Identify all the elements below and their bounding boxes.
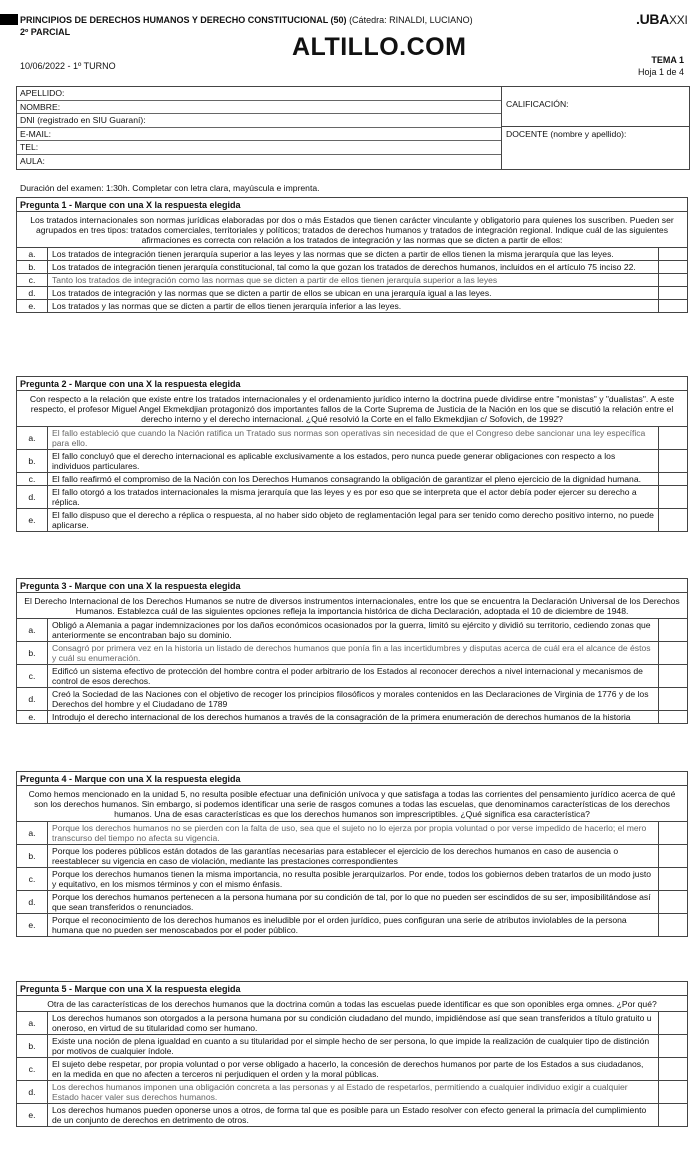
- answer-checkbox[interactable]: [659, 822, 687, 844]
- question-2: [16, 376, 688, 532]
- option-text: Los tratados y las normas que se dicten a partir de ellos tienen jerarquía inferior a las leyes.: [48, 300, 659, 312]
- tema-label: TEMA 1: [651, 55, 684, 65]
- answer-checkbox[interactable]: [659, 688, 687, 710]
- option-text: Edificó un sistema efectivo de protección del hombre contra el poder arbitrario de los Estados al reconocer derechos a nivel internacional y mecanismos de control de esos derechos.: [48, 665, 659, 687]
- option-row: [17, 1035, 687, 1058]
- answer-checkbox[interactable]: [659, 642, 687, 664]
- field-docente[interactable]: DOCENTE (nombre y apellido):: [506, 129, 627, 139]
- answer-checkbox[interactable]: [659, 287, 687, 299]
- field-dni[interactable]: DNI (registrado en SIU Guaraní):: [17, 114, 501, 128]
- answer-checkbox[interactable]: [659, 427, 687, 449]
- answer-checkbox[interactable]: [659, 1012, 687, 1034]
- option-letter: d.: [17, 486, 48, 508]
- question-3: [16, 578, 688, 724]
- student-fields: [17, 87, 502, 169]
- question-title: Pregunta 3 - Marque con una X la respuesta elegida: [17, 579, 687, 593]
- option-text: Los tratados de integración y las normas que se dicten a partir de ellos se ubican en una jerarquía igual a las leyes.: [48, 287, 659, 299]
- option-row: [17, 822, 687, 845]
- redaction-bar: [0, 14, 18, 25]
- option-text: Introdujo el derecho internacional de los derechos humanos a través de la consagración de la primera enumeración de derechos humanos de la historia: [48, 711, 659, 723]
- option-row: [17, 665, 687, 688]
- option-row: [17, 287, 687, 300]
- uba-logo: [636, 11, 687, 27]
- field-email[interactable]: E-MAIL:: [17, 128, 501, 142]
- question-title: Pregunta 4 - Marque con una X la respuesta elegida: [17, 772, 687, 786]
- option-letter: a.: [17, 427, 48, 449]
- option-row: [17, 891, 687, 914]
- option-row: [17, 450, 687, 473]
- option-text: Los derechos humanos imponen una obligación concreta a las personas y al Estado de respetarlos, permitiendo a cualquier individuo exigir a cualquier Estado hacer valer sus derechos humanos.: [48, 1081, 659, 1103]
- answer-checkbox[interactable]: [659, 486, 687, 508]
- option-letter: d.: [17, 1081, 48, 1103]
- option-text: Los tratados de integración tienen jerarquía superior a las leyes y las normas que se dicten a partir de ellos tienen la misma jerarquía que las leyes.: [48, 248, 659, 260]
- option-row: [17, 619, 687, 642]
- option-text: El fallo concluyó que el derecho internacional es aplicable exclusivamente a los estados, pero nunca puede generar obligaciones con respecto a los individuos particulares.: [48, 450, 659, 472]
- answer-checkbox[interactable]: [659, 711, 687, 723]
- answer-checkbox[interactable]: [659, 274, 687, 286]
- option-row: [17, 1081, 687, 1104]
- answer-checkbox[interactable]: [659, 450, 687, 472]
- field-nombre[interactable]: NOMBRE:: [17, 101, 501, 115]
- option-row: [17, 473, 687, 486]
- exam-date: 10/06/2022 - 1º TURNO: [20, 61, 116, 71]
- answer-checkbox[interactable]: [659, 1035, 687, 1057]
- field-tel[interactable]: TEL:: [17, 141, 501, 155]
- option-letter: a.: [17, 619, 48, 641]
- option-text: Consagró por primera vez en la historia un listado de derechos humanos que ponía fin a las incertidumbres y disputas acerca de cuál era el alcance de éstos y cuál su enumeración.: [48, 642, 659, 664]
- option-text: El fallo dispuso que el derecho a réplica o respuesta, al no haber sido objeto de reglamentación legal para ser tenido como derecho positivo interno, no puede aplicarse.: [48, 509, 659, 531]
- field-calificacion[interactable]: CALIFICACIÓN:: [502, 87, 689, 127]
- option-text: El fallo estableció que cuando la Nación ratifica un Tratado sus normas son operativas sin necesidad de que el Congreso debe sancionar una ley específica para ello.: [48, 427, 659, 449]
- option-text: El fallo otorgó a los tratados internacionales la misma jerarquía que las leyes y es por eso que se interpreta que el actor debía poder ejercer su derecho a réplica.: [48, 486, 659, 508]
- watermark-title: ALTILLO.COM: [292, 33, 467, 61]
- option-text: Los tratados de integración tienen jerarquía constitucional, tal como la que gozan los tratados de derechos humanos, incluidos en el artículo 75 inciso 22.: [48, 261, 659, 273]
- option-letter: b.: [17, 642, 48, 664]
- question-title: Pregunta 1 - Marque con una X la respuesta elegida: [17, 198, 687, 212]
- logo-text: .UBA: [636, 11, 670, 27]
- answer-checkbox[interactable]: [659, 300, 687, 312]
- option-row: [17, 1058, 687, 1081]
- page-header: [0, 0, 700, 86]
- question-stem: Los tratados internacionales son normas jurídicas elaboradas por dos o más Estados que tienen carácter vinculante y obligatorio para quienes los suscriben. Pueden ser agrupados en tres tipos: tratados comerciales, territoriales y políticos; tratados de derechos humanos y tratados de integración regional. Indique cuál de las siguientes afirmaciones es correcta con relación a los tratados de integración y las normas que se dicten a partir de ellos:: [17, 212, 687, 248]
- option-row: [17, 300, 687, 312]
- option-row: [17, 486, 687, 509]
- option-letter: c.: [17, 665, 48, 687]
- option-row: [17, 711, 687, 723]
- question-4: [16, 771, 688, 937]
- question-stem: El Derecho Internacional de los Derechos Humanos se nutre de diversos instrumentos internacionales, entre los que se encuentra la Declaración Universal de los Derechos Humanos. Establezca cuál de las siguientes opciones refleja la importancia histórica de dicha Declaración, adoptada el 10 de diciembre de 1948.: [17, 593, 687, 619]
- logo-suffix: XXI: [669, 13, 688, 27]
- option-row: [17, 845, 687, 868]
- option-text: Los derechos humanos son otorgados a la persona humana por su condición ciudadano del mundo, impidiéndose así que sean transferidos a título gratuito u oneroso, en virtud de su titularidad como ser humano.: [48, 1012, 659, 1034]
- option-letter: e.: [17, 300, 48, 312]
- answer-checkbox[interactable]: [659, 1081, 687, 1103]
- option-letter: a.: [17, 822, 48, 844]
- option-row: [17, 261, 687, 274]
- exam-type: 2º PARCIAL: [20, 27, 71, 37]
- question-stem: Otra de las características de los derechos humanos que la doctrina común a todas las escuelas puede identificar es que son oponibles erga omnes. ¿Por qué?: [17, 996, 687, 1012]
- option-letter: e.: [17, 914, 48, 936]
- option-letter: d.: [17, 287, 48, 299]
- option-letter: b.: [17, 1035, 48, 1057]
- option-letter: b.: [17, 845, 48, 867]
- field-apellido[interactable]: APELLIDO:: [17, 87, 501, 101]
- option-text: Porque los derechos humanos pertenecen a la persona humana por su condición de tal, por lo que no pueden ser escindidos de su ser, imposibilitándose así que sean transferidos o renunciados.: [48, 891, 659, 913]
- catedra: (Cátedra: RINALDI, LUCIANO): [349, 15, 473, 25]
- option-text: Los derechos humanos pueden oponerse unos a otros, de forma tal que es posible para un Estado resolver con efecto general la primacía del cumplimiento de un conjunto de derechos en detrimento de otros.: [48, 1104, 659, 1126]
- option-text: Tanto los tratados de integración como las normas que se dicten a partir de ellos tienen jerarquía superior a las leyes: [48, 274, 659, 286]
- answer-checkbox[interactable]: [659, 509, 687, 531]
- option-row: [17, 1104, 687, 1126]
- option-letter: c.: [17, 473, 48, 485]
- field-aula[interactable]: AULA:: [20, 155, 45, 166]
- answer-checkbox[interactable]: [659, 891, 687, 913]
- question-title: Pregunta 2 - Marque con una X la respuesta elegida: [17, 377, 687, 391]
- course-name: PRINCIPIOS DE DERECHOS HUMANOS Y DERECHO CONSTITUCIONAL (50): [20, 15, 347, 25]
- student-id-form: [16, 86, 690, 170]
- answer-checkbox[interactable]: [659, 248, 687, 260]
- answer-checkbox[interactable]: [659, 1104, 687, 1126]
- option-letter: b.: [17, 450, 48, 472]
- tema-block: [638, 54, 684, 78]
- course-title: [20, 15, 473, 26]
- option-row: [17, 868, 687, 891]
- answer-checkbox[interactable]: [659, 261, 687, 273]
- answer-checkbox[interactable]: [659, 1058, 687, 1080]
- exam-instructions: Duración del examen: 1:30h. Completar con letra clara, mayúscula e imprenta.: [20, 183, 320, 193]
- option-letter: c.: [17, 274, 48, 286]
- option-text: Existe una noción de plena igualdad en cuanto a su titularidad por el simple hecho de ser persona, lo que impide la realización de cualquier tipo de distinción por motivos de cualquier índole.: [48, 1035, 659, 1057]
- option-text: El fallo reafirmó el compromiso de la Nación con los Derechos Humanos consagrando la obligación de garantizar el pleno ejercicio de la dignidad humana.: [48, 473, 659, 485]
- option-letter: e.: [17, 1104, 48, 1126]
- question-1: [16, 197, 688, 313]
- option-text: Porque los derechos humanos tienen la misma importancia, no resulta posible jerarquizarlos. Por ende, todos los gobiernos deben tratarlos de un modo justo y equitativo, en los mismos términos y con el mismo énfasis.: [48, 868, 659, 890]
- question-stem: Como hemos mencionado en la unidad 5, no resulta posible efectuar una definición unívoca y que satisfaga a todas las corrientes del pensamiento jurídico acerca de qué son los derechos humanos. Sin embargo, si podemos identificar una serie de rasgos comunes a todas las escuelas, que denominamos características de los derechos humanos. Una de esas características es que los derechos humanos son imprescriptibles. ¿Qué significa esa característica?: [17, 786, 687, 822]
- option-row: [17, 427, 687, 450]
- option-letter: d.: [17, 891, 48, 913]
- option-letter: b.: [17, 261, 48, 273]
- answer-checkbox[interactable]: [659, 473, 687, 485]
- option-text: Porque los derechos humanos no se pierden con la falta de uso, sea que el sujeto no lo ejerza por propia voluntad o por verse impedido de hacerlo; el mero transcurso del tiempo no afecta su vigencia.: [48, 822, 659, 844]
- answer-checkbox[interactable]: [659, 665, 687, 687]
- answer-checkbox[interactable]: [659, 619, 687, 641]
- option-row: [17, 642, 687, 665]
- option-letter: a.: [17, 1012, 48, 1034]
- option-letter: e.: [17, 509, 48, 531]
- option-letter: e.: [17, 711, 48, 723]
- page-count: Hoja 1 de 4: [637, 67, 684, 77]
- option-row: [17, 1012, 687, 1035]
- option-letter: c.: [17, 1058, 48, 1080]
- option-row: [17, 914, 687, 936]
- option-row: [17, 688, 687, 711]
- option-text: El sujeto debe respetar, por propia voluntad o por verse obligado a hacerlo, la concesión de derechos humanos por parte de los Estados a sus ciudadanos, en la medida en que no afecten a terceros ni perjudiquen el orden y la moral públicas.: [48, 1058, 659, 1080]
- option-row: [17, 274, 687, 287]
- option-text: Porque los poderes públicos están dotados de las garantías necesarias para establecer el ejercicio de los derechos humanos en caso de ausencia o reestablecer su vigencia en caso de violación, mediante las prestaciones correspondientes: [48, 845, 659, 867]
- grading-fields: [502, 87, 689, 169]
- question-title: Pregunta 5 - Marque con una X la respuesta elegida: [17, 982, 687, 996]
- option-row: [17, 248, 687, 261]
- question-stem: Con respecto a la relación que existe entre los tratados internacionales y el ordenamiento jurídico interno la doctrina puede dividirse entre "monistas" y "dualistas". A este respecto, el profesor Miguel Angel Ekmekdjian protagonizó dos importantes fallos de la Corte Suprema de Justicia de la Nación en los que se discutió la relación entre el derecho interno y el derecho internacional. ¿Qué resolvió la Corte en el fallo Ekmekdjian c/ Sofovich, de 1992?: [17, 391, 687, 427]
- answer-checkbox[interactable]: [659, 845, 687, 867]
- option-text: Porque el reconocimiento de los derechos humanos es ineludible por el orden jurídico, pues configuran una serie de atributos inviolables de la persona humana que no pueden ser menoscabados por el poder público.: [48, 914, 659, 936]
- option-text: Obligó a Alemania a pagar indemnizaciones por los daños económicos ocasionados por la guerra, limitó su ejército y dividió su territorio, cediendo zonas que anteriormente se encontraban bajo su dominio.: [48, 619, 659, 641]
- answer-checkbox[interactable]: [659, 914, 687, 936]
- option-text: Creó la Sociedad de las Naciones con el objetivo de recoger los principios filosóficos y morales contenidos en las Declaraciones de Virginia de 1776 y de los Derechos del hombre y el Ciudadano de 1789: [48, 688, 659, 710]
- option-row: [17, 509, 687, 531]
- answer-checkbox[interactable]: [659, 868, 687, 890]
- option-letter: a.: [17, 248, 48, 260]
- option-letter: d.: [17, 688, 48, 710]
- question-5: [16, 981, 688, 1127]
- option-letter: c.: [17, 868, 48, 890]
